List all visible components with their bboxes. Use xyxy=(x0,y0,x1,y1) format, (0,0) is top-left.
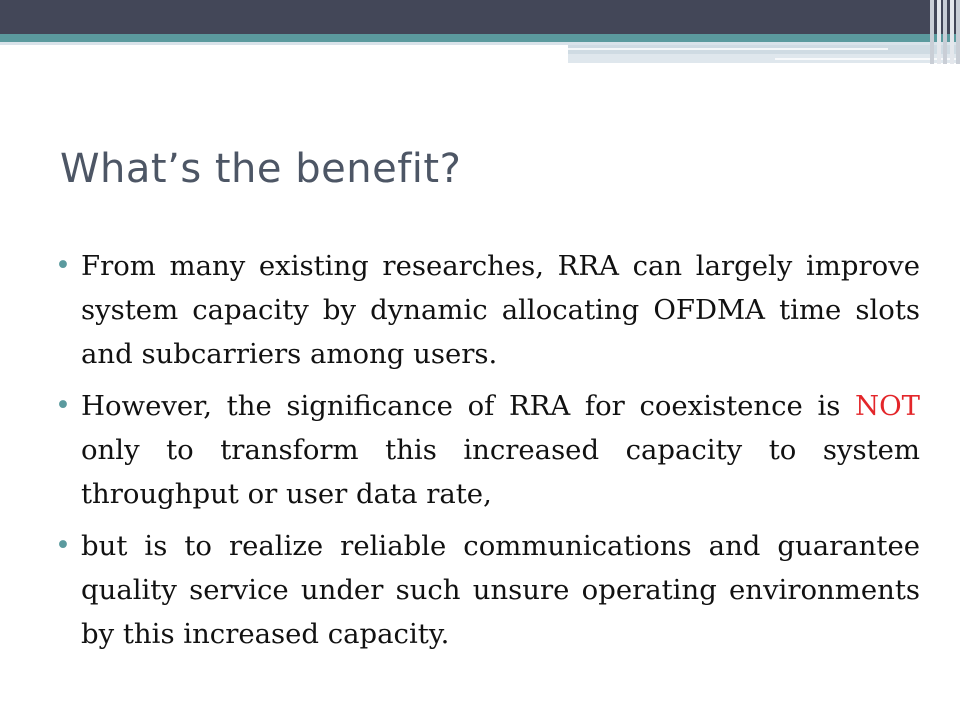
bullet-list xyxy=(50,244,920,664)
corner-stripe xyxy=(956,0,960,64)
bullet-icon: • xyxy=(55,530,71,561)
bullet-text: From many existing researches, RRA can largely improve system capacity by dynamic allocating OFDMA time slots and subcarriers among users. xyxy=(81,250,920,370)
corner-stripe xyxy=(930,0,934,64)
header-step-upper-highlight xyxy=(568,48,888,50)
bullet-icon: • xyxy=(55,390,71,421)
bullet-item xyxy=(50,384,920,516)
corner-stripe xyxy=(943,0,947,64)
bullet-item xyxy=(50,244,920,376)
emphasis-not: NOT xyxy=(855,390,920,422)
corner-stripes xyxy=(930,0,960,64)
corner-stripe xyxy=(937,0,941,64)
bullet-text-after: only to transform this increased capacity to system throughput or user data rate, xyxy=(81,434,920,510)
bullet-text: but is to realize reliable communications and guarantee quality service under such unsure operating environments by this increased capacity. xyxy=(81,530,920,650)
bullet-item xyxy=(50,524,920,656)
header-accent-line xyxy=(0,34,960,42)
corner-stripe xyxy=(950,0,954,64)
bullet-text-before: However, the significance of RRA for coexistence is xyxy=(81,390,856,422)
slide-title: What’s the benefit? xyxy=(60,146,462,192)
bullet-icon: • xyxy=(55,250,71,281)
header-band xyxy=(0,0,960,34)
